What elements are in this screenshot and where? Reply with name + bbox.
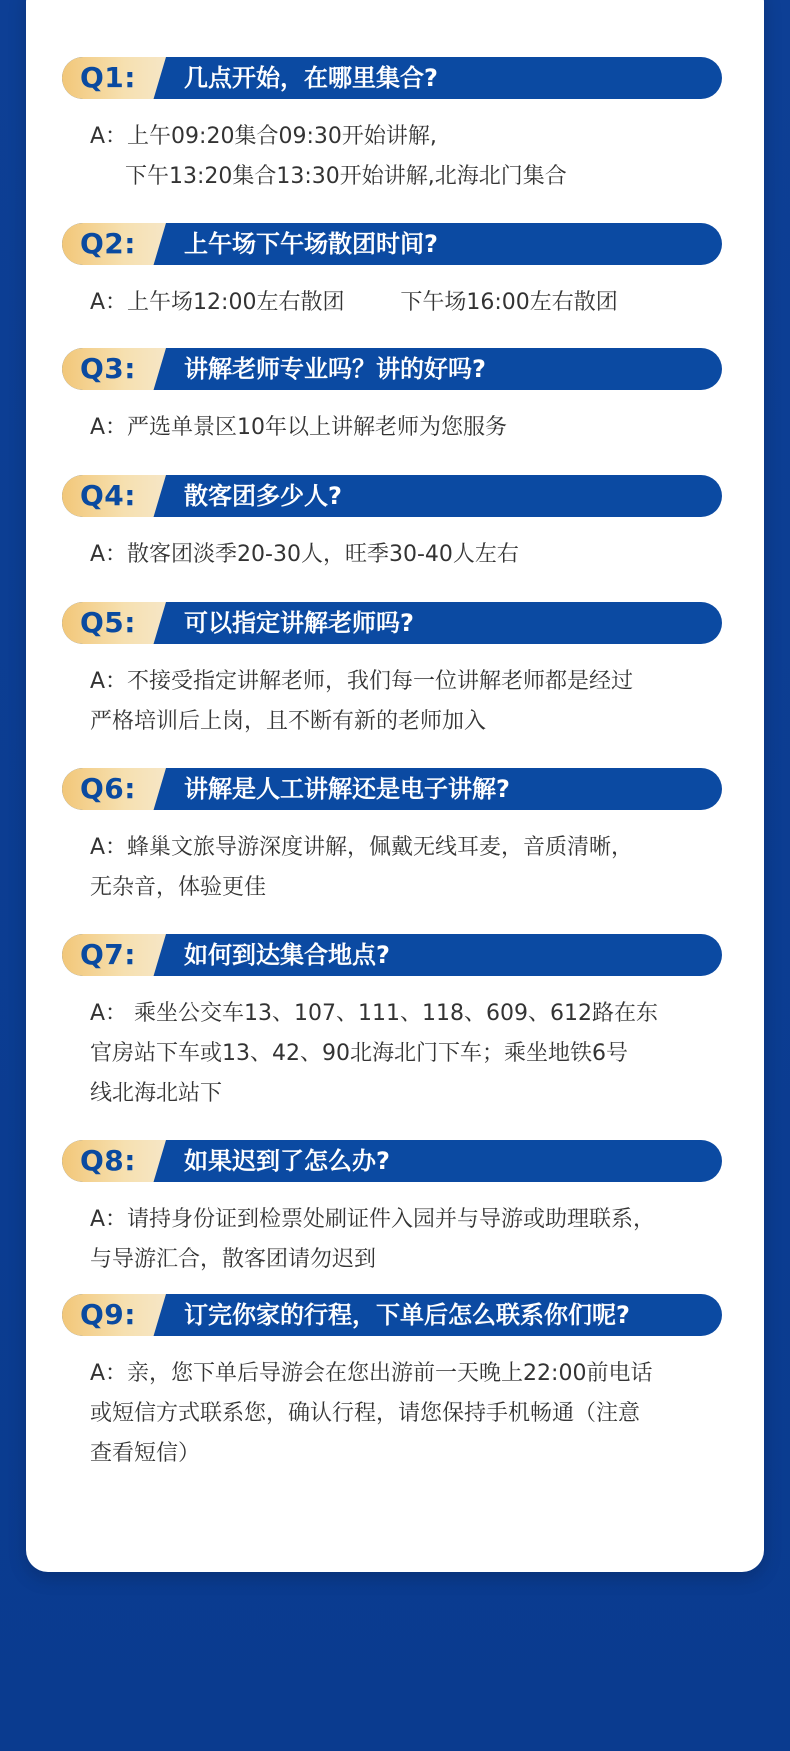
faq-item-7 [62,934,722,1114]
question-number: Q9: [80,1298,136,1331]
question-bar [62,934,722,976]
faq-item-9 [62,1294,722,1474]
answer-text: A：上午场12:00左右散团 下午场16:00左右散团 [90,290,618,315]
answer-text: A： 乘坐公交车13、107、111、118、609、612路在东 官房站下车或13、42、90北海北门下车；乘坐地铁6号 线北海北站下 [90,1001,658,1106]
question-bar [62,602,722,644]
question-bar [62,1294,722,1336]
question-number: Q5: [80,606,136,639]
question-number: Q1: [80,61,136,94]
faq-item-3 [62,348,722,448]
question-text: 可以指定讲解老师吗? [184,609,414,637]
question-number: Q6: [80,772,136,805]
answer-text: A：蜂巢文旅导游深度讲解，佩戴无线耳麦，音质清晰， 无杂音，体验更佳 [90,835,634,900]
question-bar [62,768,722,810]
question-text: 讲解是人工讲解还是电子讲解? [184,775,510,803]
question-number: Q7: [80,938,136,971]
question-text: 讲解老师专业吗？讲的好吗? [184,355,486,383]
question-number: Q2: [80,227,136,260]
question-text: 如何到达集合地点? [184,941,390,969]
question-text: 上午场下午场散团时间? [184,230,438,258]
question-number: Q8: [80,1144,136,1177]
question-text: 如果迟到了怎么办? [184,1147,390,1175]
question-text: 散客团多少人? [184,482,342,510]
faq-item-4 [62,475,722,575]
answer-text: A：不接受指定讲解老师，我们每一位讲解老师都是经过 严格培训后上岗，且不断有新的老师加入 [90,669,634,734]
answer-text: A：上午09:20集合09:30开始讲解, 下午13:20集合13:30开始讲解,北海北门集合 [90,124,567,189]
faq-item-5 [62,602,722,742]
faq-item-6 [62,768,722,908]
question-bar [62,348,722,390]
question-bar [62,475,722,517]
faq-item-1 [62,57,722,197]
faq-item-2 [62,223,722,323]
answer-text: A：请持身份证到检票处刷证件入园并与导游或助理联系， 与导游汇合，散客团请勿迟到 [90,1207,656,1272]
answer-text: A：散客团淡季20-30人，旺季30-40人左右 [90,542,519,567]
question-number: Q4: [80,479,136,512]
question-bar [62,57,722,99]
answer-text: A：严选单景区10年以上讲解老师为您服务 [90,415,508,440]
question-bar [62,1140,722,1182]
question-text: 订完你家的行程，下单后怎么联系你们呢? [184,1301,630,1329]
answer-text: A：亲，您下单后导游会在您出游前一天晚上22:00前电话 或短信方式联系您，确认行程，请您保持手机畅通（注意 查看短信） [90,1361,653,1466]
faq-item-8 [62,1140,722,1280]
question-bar [62,223,722,265]
question-number: Q3: [80,352,136,385]
question-text: 几点开始，在哪里集合? [184,64,438,92]
